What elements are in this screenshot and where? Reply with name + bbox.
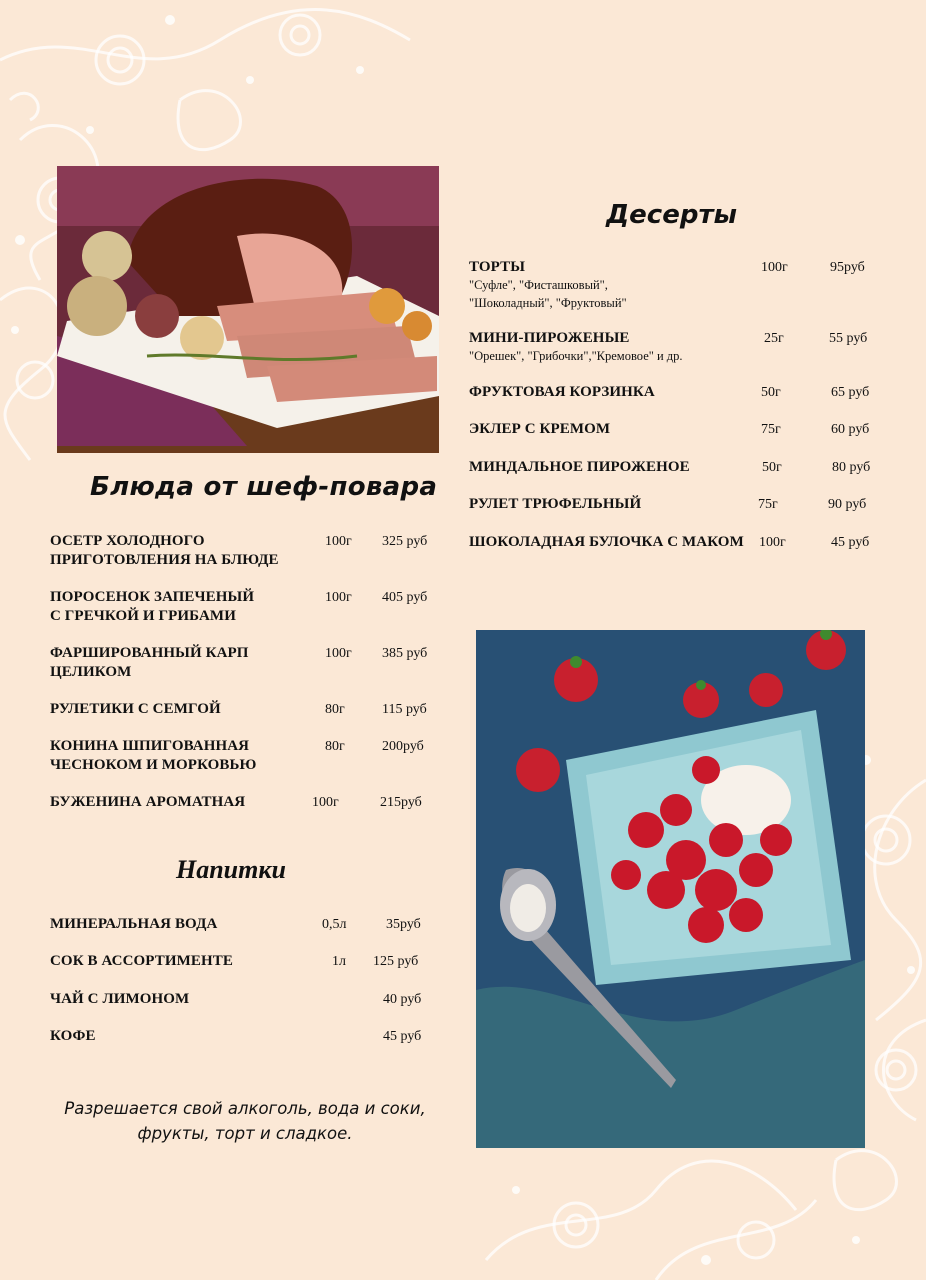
- item-name: ОСЕТР ХОЛОДНОГО ПРИГОТОВЛЕНИЯ НА БЛЮДЕ: [50, 533, 279, 568]
- item-weight: 80г: [325, 702, 345, 717]
- item-price: 35руб: [386, 917, 421, 932]
- item-name: ЭКЛЕР С КРЕМОМ: [469, 421, 611, 437]
- item-price: 200руб: [382, 739, 424, 754]
- item-name: МИНДАЛЬНОЕ ПИРОЖЕНОЕ: [469, 459, 690, 475]
- item-price: 45 руб: [383, 1029, 422, 1044]
- item-price: 385 руб: [382, 646, 428, 661]
- drinks-title: Напитки: [176, 855, 287, 884]
- item-name: МИНЕРАЛЬНАЯ ВОДА: [50, 916, 218, 932]
- item-price: 90 руб: [828, 497, 867, 512]
- item-name: СОК В АССОРТИМЕНТЕ: [50, 953, 233, 969]
- strawberry-dessert-photo: [476, 630, 865, 1148]
- item-price: 45 руб: [831, 535, 870, 550]
- item-price: 40 руб: [383, 992, 422, 1007]
- footer-note: Разрешается свой алкоголь, вода и соки, фрукты, торт и сладкое.: [64, 1099, 426, 1143]
- item-weight: 50г: [761, 385, 781, 400]
- item-price: 125 руб: [373, 954, 419, 969]
- item-price: 60 руб: [831, 422, 870, 437]
- item-price: 215руб: [380, 795, 422, 810]
- item-name: ФАРШИРОВАННЫЙ КАРП ЦЕЛИКОМ: [50, 645, 249, 680]
- item-weight: 0,5л: [322, 917, 347, 932]
- item-price: 80 руб: [832, 460, 871, 475]
- item-weight: 50г: [762, 460, 782, 475]
- roast-meat-photo: [57, 166, 439, 453]
- chef-dishes-title: Блюда от шеф-повара: [90, 472, 438, 502]
- item-name: БУЖЕНИНА АРОМАТНАЯ: [50, 794, 246, 810]
- item-weight: 100г: [312, 795, 339, 810]
- item-name: РУЛЕТИКИ С СЕМГОЙ: [50, 701, 221, 717]
- item-price: 325 руб: [382, 534, 428, 549]
- item-weight: 100г: [761, 260, 788, 275]
- item-weight: 100г: [325, 590, 352, 605]
- item-name: ТОРТЫ: [469, 259, 526, 275]
- item-price: 95руб: [830, 260, 865, 275]
- item-description: "Суфле", "Фисташковый", "Шоколадный", "Фруктовый": [469, 278, 627, 310]
- item-weight: 75г: [761, 422, 781, 437]
- item-name: ПОРОСЕНОК ЗАПЕЧЕНЫЙ С ГРЕЧКОЙ И ГРИБАМИ: [50, 589, 255, 624]
- item-name: ФРУКТОВАЯ КОРЗИНКА: [469, 384, 655, 400]
- item-price: 405 руб: [382, 590, 428, 605]
- item-name: ЧАЙ С ЛИМОНОМ: [50, 991, 190, 1007]
- item-weight: 1л: [332, 954, 346, 969]
- item-price: 55 руб: [829, 331, 868, 346]
- item-weight: 75г: [758, 497, 778, 512]
- item-weight: 100г: [325, 534, 352, 549]
- item-name: МИНИ-ПИРОЖЕНЫЕ: [469, 330, 630, 346]
- item-weight: 100г: [759, 535, 786, 550]
- item-name: КОФЕ: [50, 1028, 96, 1044]
- item-weight: 25г: [764, 331, 784, 346]
- item-weight: 100г: [325, 646, 352, 661]
- item-weight: 80г: [325, 739, 345, 754]
- item-name: ШОКОЛАДНАЯ БУЛОЧКА С МАКОМ: [469, 534, 744, 550]
- item-price: 65 руб: [831, 385, 870, 400]
- item-price: 115 руб: [382, 702, 427, 717]
- item-name: КОНИНА ШПИГОВАННАЯ ЧЕСНОКОМ И МОРКОВЬЮ: [50, 738, 257, 773]
- item-name: РУЛЕТ ТРЮФЕЛЬНЫЙ: [469, 496, 642, 512]
- item-description: "Орешек", "Грибочки","Кремовое" и др.: [469, 349, 683, 363]
- desserts-title: Десерты: [606, 200, 738, 230]
